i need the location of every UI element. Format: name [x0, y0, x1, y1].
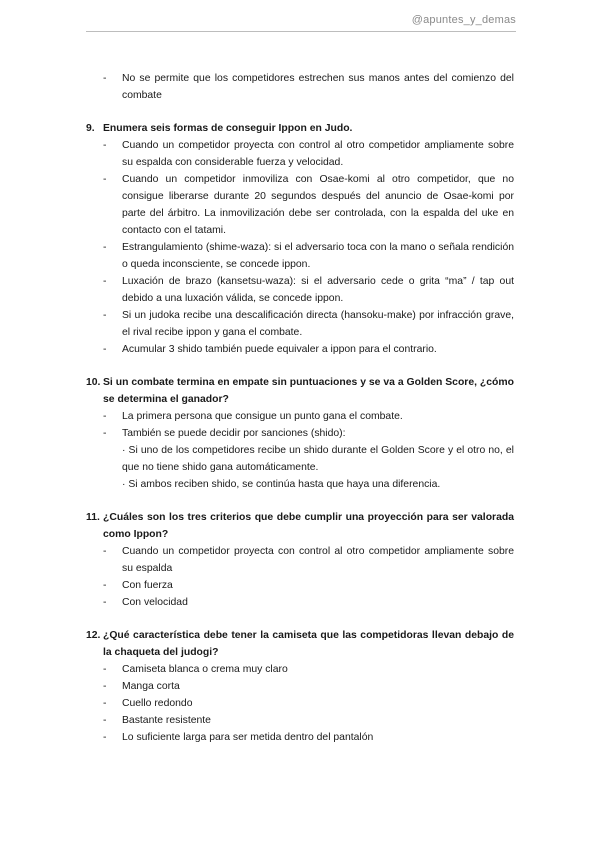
- bullet-dash: -: [103, 664, 107, 675]
- bullet-dash: -: [103, 681, 107, 692]
- list-item-text: · Si ambos reciben shido, se continúa hasta que haya una diferencia.: [122, 479, 441, 490]
- question-10: [86, 374, 514, 408]
- list-item-text: Lo suficiente larga para ser metida dentro del pantalón: [122, 732, 374, 743]
- bullet-dash: -: [103, 411, 107, 422]
- list-item: [86, 577, 514, 594]
- list-item-text: Camiseta blanca o crema muy claro: [122, 664, 288, 675]
- list-item: [86, 712, 514, 729]
- question-9: [86, 120, 514, 137]
- list-item-text: No se permite que los competidores estrechen sus manos antes del comienzo del combate: [122, 73, 514, 101]
- list-item-text: Cuando un competidor proyecta con control al otro competidor ampliamente sobre su espalda: [122, 546, 514, 574]
- question-text: ¿Cuáles son los tres criterios que debe cumplir una proyección para ser valorada como Ippon?: [103, 512, 514, 540]
- bullet-dash: -: [103, 73, 107, 84]
- question-text: ¿Qué característica debe tener la camiseta que las competidoras llevan debajo de la chaqueta del judogi?: [103, 630, 514, 658]
- list-item-text: Estrangulamiento (shime-waza): si el adversario toca con la mano o señala rendición o queda inconsciente, se concede ippon.: [122, 242, 514, 270]
- header-divider: [86, 31, 516, 32]
- question-number: 10.: [86, 377, 101, 388]
- list-item-text: Con fuerza: [122, 580, 173, 591]
- page-header-handle: @apuntes_y_demas: [411, 14, 516, 26]
- bullet-dash: -: [103, 546, 107, 557]
- list-item: [86, 341, 514, 358]
- bullet-dash: -: [103, 597, 107, 608]
- question-text: Si un combate termina en empate sin puntuaciones y se va a Golden Score, ¿cómo se determina el ganador?: [103, 377, 514, 405]
- list-item: [86, 171, 514, 239]
- question-text: Enumera seis formas de conseguir Ippon en Judo.: [103, 123, 353, 134]
- list-item-text: Bastante resistente: [122, 715, 211, 726]
- list-item-text: Cuello redondo: [122, 698, 193, 709]
- list-item-text: Cuando un competidor proyecta con control al otro competidor ampliamente sobre su espalda con considerable fuerza y velocidad.: [122, 140, 514, 168]
- list-item-text: Acumular 3 shido también puede equivaler a ippon para el contrario.: [122, 344, 437, 355]
- list-item-text: Con velocidad: [122, 597, 188, 608]
- list-item: [86, 425, 514, 442]
- list-item-text: Cuando un competidor inmoviliza con Osae-komi al otro competidor, que no consigue liberarse durante 20 segundos después del anuncio de Osae-komi por parte del árbitro. La inmovilización debe ser controlada, con la espalda del uke en contacto con el tatami.: [122, 174, 514, 236]
- question-number: 9.: [86, 123, 95, 134]
- bullet-dash: -: [103, 310, 107, 321]
- bullet-dash: -: [103, 715, 107, 726]
- bullet-dash: -: [103, 428, 107, 439]
- list-item-text: · Si uno de los competidores recibe un shido durante el Golden Score y el otro no, el que no tiene shido gana automáticamente.: [122, 445, 514, 473]
- list-sub-item: [86, 476, 514, 493]
- list-item-text: Manga corta: [122, 681, 180, 692]
- list-item-text: La primera persona que consigue un punto gana el combate.: [122, 411, 403, 422]
- bullet-dash: -: [103, 276, 107, 287]
- question-12: [86, 627, 514, 661]
- bullet-dash: -: [103, 174, 107, 185]
- list-item: [86, 678, 514, 695]
- list-item: [86, 239, 514, 273]
- list-item: [86, 137, 514, 171]
- list-item: [86, 695, 514, 712]
- bullet-dash: -: [103, 580, 107, 591]
- bullet-dash: -: [103, 732, 107, 743]
- list-item: [86, 408, 514, 425]
- bullet-dash: -: [103, 242, 107, 253]
- bullet-dash: -: [103, 344, 107, 355]
- list-item: [86, 543, 514, 577]
- list-item: [86, 70, 514, 104]
- document-body: [86, 70, 514, 746]
- list-item: [86, 661, 514, 678]
- bullet-dash: -: [103, 698, 107, 709]
- list-item-text: Luxación de brazo (kansetsu-waza): si el adversario cede o grita “ma” / tap out debido a una luxación válida, se concede ippon.: [122, 276, 514, 304]
- list-item: [86, 594, 514, 611]
- list-item: [86, 729, 514, 746]
- list-item: [86, 307, 514, 341]
- question-11: [86, 509, 514, 543]
- list-item-text: También se puede decidir por sanciones (shido):: [122, 428, 346, 439]
- list-sub-item: [86, 442, 514, 476]
- bullet-dash: -: [103, 140, 107, 151]
- list-item: [86, 273, 514, 307]
- question-number: 11.: [86, 512, 100, 523]
- question-number: 12.: [86, 630, 101, 641]
- list-item-text: Si un judoka recibe una descalificación directa (hansoku-make) por infracción grave, el rival recibe ippon y gana el combate.: [122, 310, 514, 338]
